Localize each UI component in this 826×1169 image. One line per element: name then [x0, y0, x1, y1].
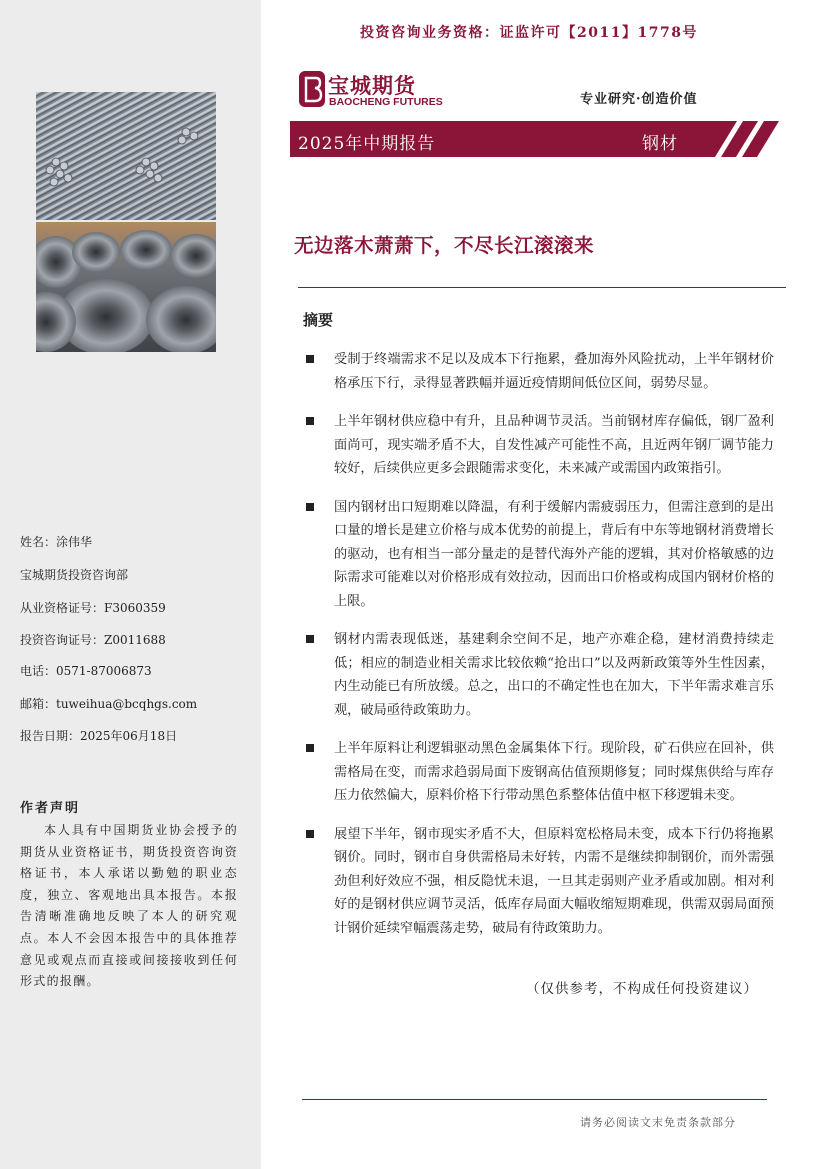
bullet-square-icon — [306, 417, 314, 425]
report-date: 报告日期：2025年06月18日 — [20, 729, 178, 743]
footer-note: 请务必阅读文末免责条款部分 — [580, 1116, 736, 1129]
abstract-item — [302, 628, 774, 722]
company-logo — [298, 70, 443, 110]
abstract-list — [302, 348, 774, 955]
abstract-item-text: 受制于终端需求不足以及成本下行拖累，叠加海外风险扰动，上半年钢材价格承压下行，录得显著跌幅并逼近疫情期间低位区间，弱势尽显。 — [334, 352, 774, 391]
author-statement-body: 本人具有中国期货业协会授予的期货从业资格证书，期货投资咨询资格证书，本人承诺以勤勉的职业态度，独立、客观地出具本报告。本报告清晰准确地反映了本人的研究观点。本人不会因本报告中的具体推荐意见或观点而直接或间接接收到任何形式的报酬。 — [20, 823, 238, 989]
rebar-bundles-photo — [36, 92, 216, 220]
abstract-item — [302, 410, 774, 481]
logo-chinese-name: 宝城期货 — [328, 73, 416, 98]
abstract-item-text: 上半年钢材供应稳中有升，且品种调节灵活。当前钢材库存偏低，钢厂盈利面尚可，现实端矛盾不大，自发性减产可能性不高，且近两年钢厂调节能力较好，后续供应更多会跟随需求变化，未来减产或需国内政策指引。 — [334, 414, 774, 476]
abstract-item — [302, 737, 774, 808]
logo-mark-icon — [298, 70, 326, 108]
abstract-item-text: 展望下半年，钢市现实矛盾不大，但原料宽松格局未变，成本下行仍将拖累钢价。同时，钢市自身供需格局未好转，内需不是继续抑制钢价，而外需强劲但利好效应不强，相反隐忧未退，一旦其走弱则产业矛盾或加剧。相对利好的是钢材供应调节灵活，低库存局面大幅收缩短期难现，供需双弱局面预计钢价延续窄幅震荡走势，破局有待政策助力。 — [334, 826, 774, 936]
abstract-item-text: 钢材内需表现低迷，基建剩余空间不足，地产亦难企稳，建材消费持续走低；相应的制造业相关需求比较依赖“抢出口”以及两新政策等外生性因素，内生动能已有所放缓。总之，出口的不确定性也在加大，下半年需求难言乐观，破局亟待政策助力。 — [334, 632, 774, 718]
steel-coils-photo — [36, 222, 216, 352]
bullet-square-icon — [306, 503, 314, 511]
analyst-email: 邮箱：tuweihua@bcqhgs.com — [20, 697, 198, 711]
bullet-square-icon — [306, 635, 314, 643]
bullet-square-icon — [306, 355, 314, 363]
abstract-item — [302, 496, 774, 614]
company-slogan: 专业研究·创造价值 — [580, 92, 698, 107]
abstract-item-text: 国内钢材出口短期难以降温，有利于缓解内需疲弱压力，但需注意到的是出口量的增长是建立价格与成本优势的前提上，背后有中东等地钢材消费增长的驱动，也有相当一部分量走的是替代海外产能的逻辑，其对价格敏感的边际需求可能难以对价格形成有效拉动，因而出口价格或构成国内钢材价格的上限。 — [334, 499, 774, 609]
analyst-phone: 电话：0571-87006873 — [20, 664, 152, 678]
sidebar — [0, 0, 261, 1169]
abstract-title: 摘要 — [303, 311, 334, 329]
headline-divider — [298, 287, 786, 288]
consult-cert-number: 投资咨询证号：Z0011688 — [20, 633, 166, 647]
analyst-name: 姓名：涂伟华 — [20, 535, 93, 549]
report-headline: 无边落木萧萧下，不尽长江滚滚来 — [294, 234, 595, 257]
report-title: 2025年中期报告 — [298, 134, 436, 154]
abstract-item-text: 上半年原料让利逻辑驱动黑色金属集体下行。现阶段，矿石供应在回补，供需格局在变，而需求趋弱局面下废钢高估值预期修复；同时煤焦供给与库存压力依然偏大，原料价格下行带动黑色系整体估值中枢下移逻辑未变。 — [334, 741, 774, 803]
report-banner — [290, 121, 785, 157]
investment-disclaimer: （仅供参考，不构成任何投资建议） — [526, 981, 758, 997]
author-statement-title: 作者声明 — [20, 801, 81, 816]
analyst-department: 宝城期货投资咨询部 — [20, 568, 129, 582]
footer-divider — [302, 1099, 767, 1100]
report-topic: 钢材 — [642, 134, 678, 154]
practice-cert-number: 从业资格证号：F3060359 — [20, 601, 166, 615]
bullet-square-icon — [306, 830, 314, 838]
logo-english-name: BAOCHENG FUTURES — [329, 96, 443, 108]
abstract-item — [302, 823, 774, 941]
bullet-square-icon — [306, 744, 314, 752]
abstract-item — [302, 348, 774, 395]
license-statement: 投资咨询业务资格：证监许可【2011】1778号 — [360, 25, 698, 41]
